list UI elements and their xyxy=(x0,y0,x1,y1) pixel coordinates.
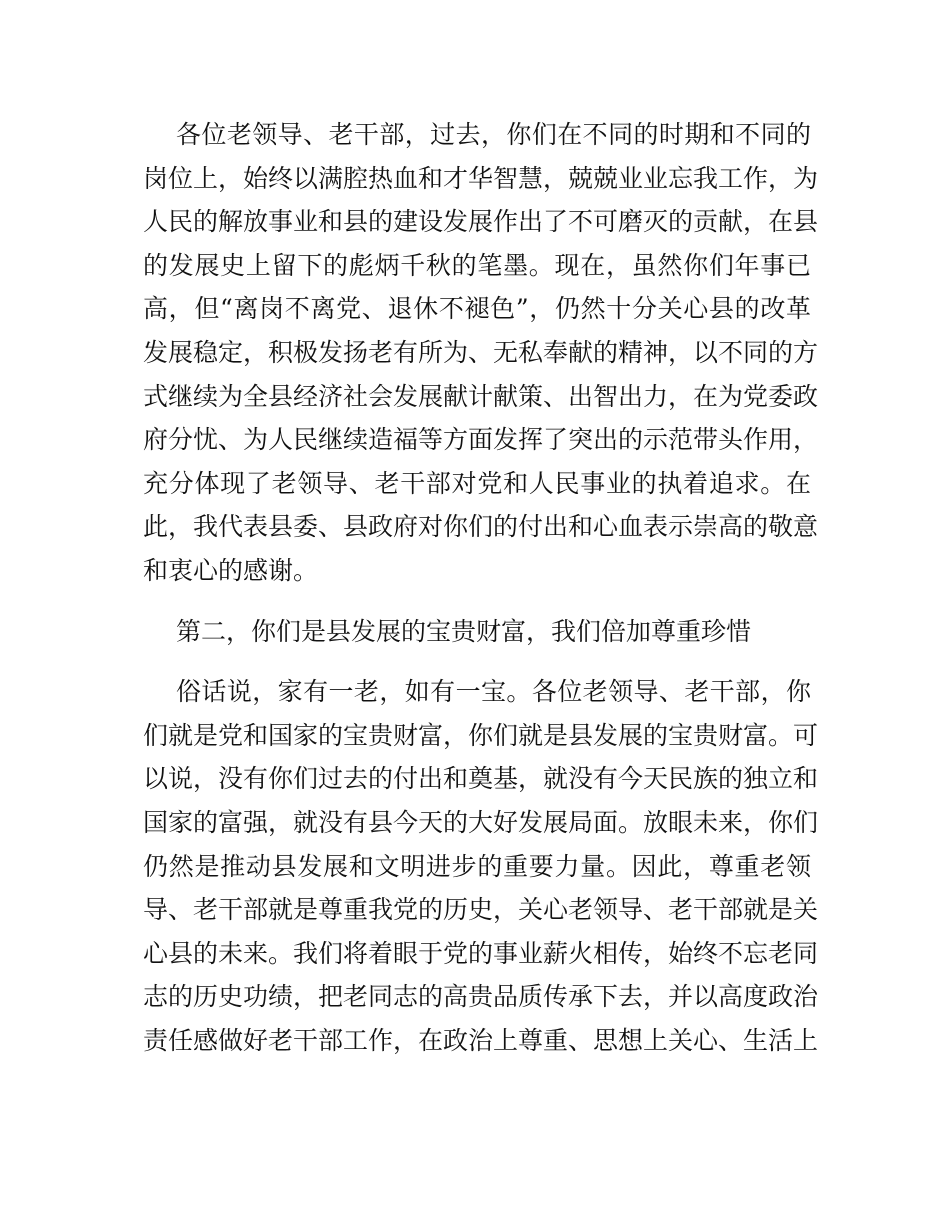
paragraph-line: 导、老干部就是尊重我党的历史，关心老领导、老干部就是关 xyxy=(143,895,819,925)
paragraph-line: 高，但“离岗不离党、退休不褪色”，仍然十分关心县的改革 xyxy=(143,294,811,324)
paragraph-gap xyxy=(143,653,811,670)
paragraph-line: 国家的富强，就没有县今天的大好发展局面。放眼未来，你们 xyxy=(143,807,819,837)
paragraph-line: 府分忧、为人民继续造福等方面发挥了突出的示范带头作用， xyxy=(143,425,819,455)
paragraph-line: 仍然是推动县发展和文明进步的重要力量。因此，尊重老领 xyxy=(143,851,811,881)
paragraph-line: 们就是党和国家的宝贵财富，你们就是县发展的宝贵财富。可 xyxy=(143,720,819,750)
paragraph-line: 以说，没有你们过去的付出和奠基，就没有今天民族的独立和 xyxy=(143,764,819,794)
paragraph-line: 和衷心的感谢。 xyxy=(143,555,319,585)
section-heading: 第二，你们是县发展的宝贵财富，我们倍加尊重珍惜 xyxy=(176,616,752,646)
paragraph-line: 各位老领导、老干部，过去，你们在不同的时期和不同的 xyxy=(176,120,811,149)
paragraph-line: 责任感做好老干部工作，在政治上尊重、思想上关心、生活上 xyxy=(143,1025,819,1055)
paragraph-line: 志的历史功绩，把老同志的高贵品质传承下去，并以高度政治 xyxy=(143,982,819,1012)
paragraph-line: 式继续为全县经济社会发展献计献策、出智出力，在为党委政 xyxy=(143,381,819,411)
paragraph-line: 俗话说，家有一老，如有一宝。各位老领导、老干部，你 xyxy=(176,677,811,707)
paragraph-line: 岗位上，始终以满腔热血和才华智慧，兢兢业业忘我工作，为 xyxy=(143,163,819,193)
paragraph-2 xyxy=(143,670,819,1062)
paragraph-line: 充分体现了老领导、老干部对党和人民事业的执着追求。在 xyxy=(143,468,811,498)
paragraph-line: 发展稳定，积极发扬老有所为、无私奉献的精神，以不同的方 xyxy=(143,337,819,367)
paragraph-line: 心县的未来。我们将着眼于党的事业薪火相传，始终不忘老同 xyxy=(143,938,819,968)
paragraph-line: 人民的解放事业和县的建设发展作出了不可磨灭的贡献，在县 xyxy=(143,207,819,237)
paragraph-line: 的发展史上留下的彪炳千秋的笔墨。现在，虽然你们年事已 xyxy=(143,250,811,280)
paragraph-1 xyxy=(143,113,819,593)
document-body xyxy=(143,113,819,1062)
paragraph-gap xyxy=(143,593,811,610)
paragraph-line: 此，我代表县委、县政府对你们的付出和心血表示崇高的敬意 xyxy=(143,512,819,542)
